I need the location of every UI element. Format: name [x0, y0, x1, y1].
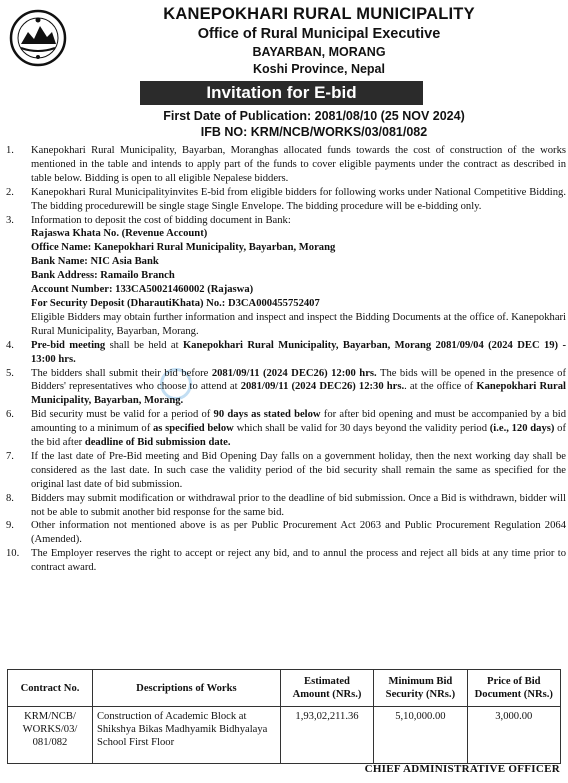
account-number: Account Number: 133CA50021460002 (Rajaswa)	[31, 284, 254, 296]
signatory-title: CHIEF ADMINISTRATIVE OFFICER	[364, 763, 560, 775]
cell-contract-number: KRM/NCB/ WORKS/03/ 081/082	[8, 707, 93, 764]
notice-item-prebid: 4. Pre-bid meeting shall be held at Kanepokhari Rural Municipality, Bayarban, Morang 2081/09/04 (2024 DEC 19) - 13:00 hrs.	[6, 339, 566, 365]
notice-item-bid-security: 6. Bid security must be valid for a period of 90 days as stated below for after bid opening and must be accompanied by a bid amounting to a minimum of as specified below which shall be valid for 30 days beyond the validity period (i.e., 120 days) of the bid after deadline of Bid submission date.	[6, 409, 566, 449]
publication-date: First Date of Publication: 2081/08/10 (25 NOV 2024)	[163, 109, 465, 123]
revenue-account: Rajaswa Khata No. (Revenue Account)	[31, 228, 208, 240]
notice-item: 9. Other information not mentioned above is as per Public Procurement Act 2063 and Public Procurement Regulation 2064 (Amended).	[6, 520, 566, 546]
cell-estimated-amount: 1,93,02,211.36	[280, 707, 373, 764]
office-location: BAYARBAN, MORANG	[252, 45, 386, 59]
column-header-bid-security: Minimum Bid Security (NRs.)	[374, 670, 467, 707]
notice-item-bank-info: 3. Information to deposit the cost of bidding document in Bank: Rajaswa Khata No. (Revenue Account) Office Name: Kanepokhari Rural Municipality, Bayarban, Morang Bank Name: NIC Asia Bank Bank Address: Ramailo Branch Account Number: 133CA50021460002 (Rajaswa) For Security Deposit (DharautiKhata) No.: D3CA000455752407 Eligible Bidders may obtain further information and inspect and inspect the Bidding Documents at the office of. Kanepokhari Rural Municipality, Bayarban, Morang.	[6, 214, 566, 337]
notice-item: 7. If the last date of Pre-Bid meeting and Bid Opening Day falls on a government holiday, then the next working day shall be considered as the last date. In such case the validity period of the bid security shall remain the same as specified for the original last date of bid submission.	[6, 450, 566, 490]
cell-document-price: 3,000.00	[467, 707, 560, 764]
column-header-contract: Contract No.	[8, 670, 93, 707]
notice-item: 1. Kanepokhari Rural Municipality, Bayarban, Moranghas allocated funds towards the cost of construction of the works mentioned in the table and intends to apply part of the funds to cover eligible payments under the contract as described in table below. Bidding is open to all eligible Nepalese bidders.	[6, 145, 566, 184]
bank-name: Bank Name: NIC Asia Bank	[31, 256, 159, 268]
bank-office-name: Office Name: Kanepokhari Rural Municipality, Bayarban, Morang	[31, 242, 336, 254]
municipality-name: KANEPOKHARI RURAL MUNICIPALITY	[163, 5, 475, 23]
notice-title-banner: Invitation for E-bid	[140, 81, 423, 105]
bank-address: Bank Address: Ramailo Branch	[31, 270, 175, 282]
cell-bid-security: 5,10,000.00	[374, 707, 467, 764]
province-name: Koshi Province, Nepal	[253, 62, 385, 76]
ifb-number: IFB NO: KRM/NCB/WORKS/03/081/082	[200, 125, 428, 139]
table-row	[8, 707, 561, 764]
notice-item: 2. Kanepokhari Rural Municipalityinvites E-bid from eligible bidders for following works under National Competitive Bidding. The bidding procedurewill be single stage Single Envelope. The bidding procedure will be e-bidding only.	[6, 186, 566, 212]
municipality-emblem-logo	[8, 8, 68, 68]
table-header-row	[8, 670, 561, 707]
bank-details	[31, 227, 566, 310]
notice-item: 8. Bidders may submit modification or withdrawal prior to the deadline of bid submission. Once a Bid is withdrawn, bidder will not be able to submit another bid response for the same bid.	[6, 492, 566, 518]
office-name: Office of Rural Municipal Executive	[197, 26, 441, 42]
works-table	[7, 669, 561, 764]
column-header-document-price: Price of Bid Document (NRs.)	[467, 670, 560, 707]
cell-work-description: Construction of Academic Block at Shikshya Bikas Madhyamik Bidhyalaya School First Floor	[92, 707, 280, 764]
column-header-estimated-amount: Estimated Amount (NRs.)	[280, 670, 373, 707]
security-deposit-number: For Security Deposit (DharautiKhata) No.: D3CA000455752407	[31, 297, 320, 309]
notice-item-submission: 5. The bidders shall submit their bid before 2081/09/11 (2024 DEC26) 12:00 hrs. The bids will be opened in the presence of Bidders' representatives who choose to attend at 2081/09/11 (2024 DEC26) 12:30 hrs.. at the office of Kanepokhari Rural Municipality, Bayarban, Morang.	[6, 367, 567, 407]
notice-items	[6, 144, 566, 575]
notice-item: 10. The Employer reserves the right to accept or reject any bid, and to annul the process and reject all bids at any time prior to contract award.	[6, 548, 566, 574]
column-header-description: Descriptions of Works	[92, 670, 280, 707]
